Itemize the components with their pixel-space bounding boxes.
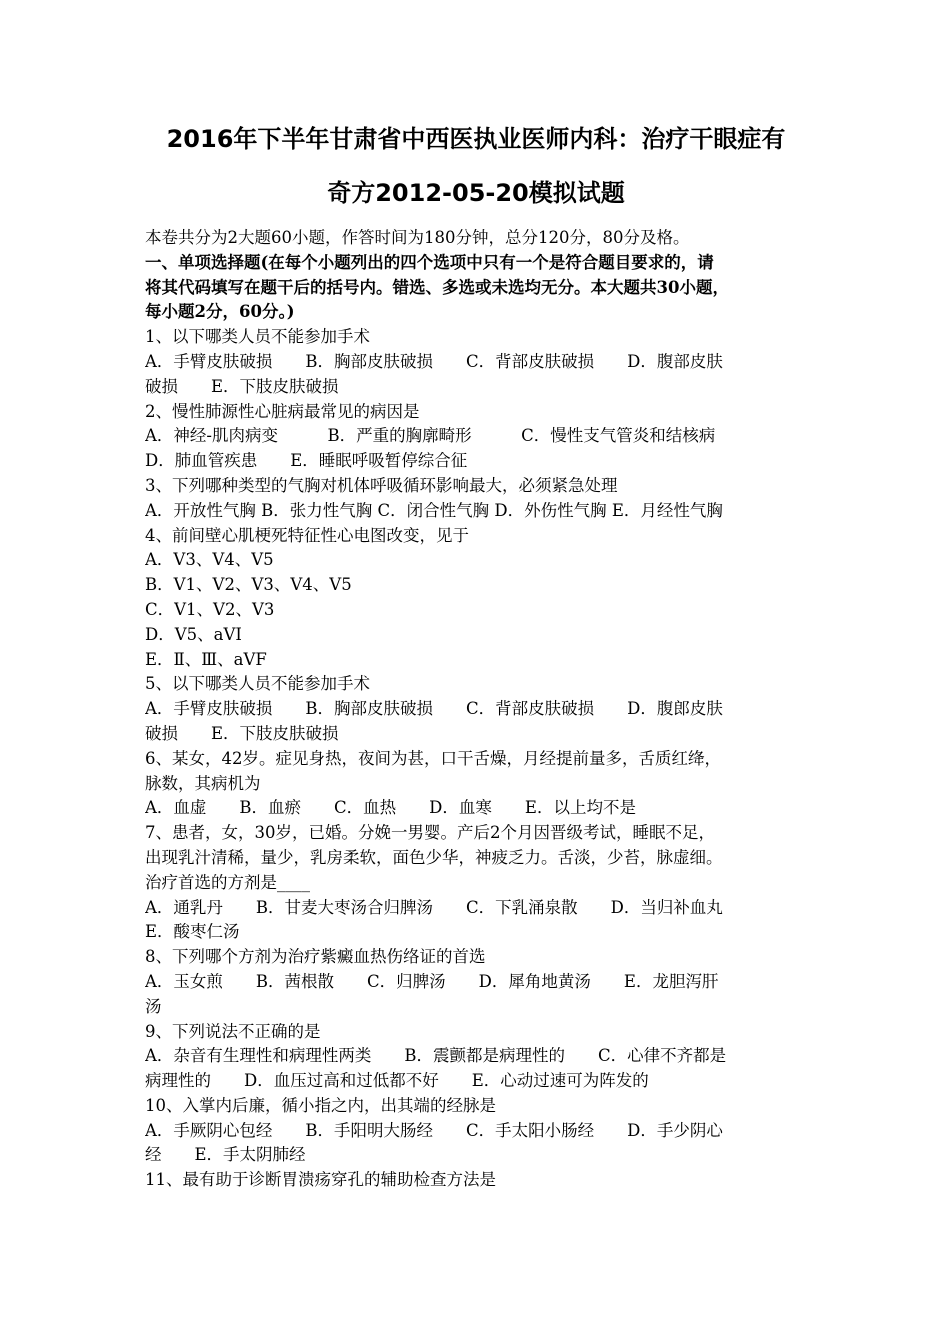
question-line: E．Ⅱ、Ⅲ、aVF	[145, 649, 267, 669]
title-line-2: 奇方2012-05-20模拟试题	[327, 179, 625, 207]
question-line: 4、前间壁心肌梗死特征性心电图改变，见于	[145, 525, 469, 545]
question-line: 破损 E．下肢皮肤破损	[145, 376, 339, 396]
section-heading-line: 每小题2分，60分。)	[145, 302, 295, 322]
question-line: 1、以下哪类人员不能参加手术	[145, 327, 370, 347]
question-line: 8、下列哪个方剂为治疗紫癜血热伤络证的首选	[145, 947, 486, 967]
question-line: 6、某女，42岁。症见身热，夜间为甚，口干舌燥，月经提前量多，舌质红绛，	[145, 748, 721, 768]
question-line: 经 E．手太阴肺经	[145, 1145, 306, 1165]
question-line: A．杂音有生理性和病理性两类 B．震颤都是病理性的 C．心律不齐都是	[145, 1046, 727, 1066]
question-line: 汤	[145, 996, 162, 1016]
question-line: 5、以下哪类人员不能参加手术	[145, 674, 370, 694]
question-line: A．V3、V4、V5	[145, 550, 274, 570]
question-line: A．开放性气胸 B．张力性气胸 C．闭合性气胸 D．外伤性气胸 E．月经性气胸	[145, 500, 723, 520]
question-line: 病理性的 D．血压过高和过低都不好 E．心动过速可为阵发的	[145, 1071, 649, 1091]
question-line: 7、患者，女，30岁，已婚。分娩一男婴。产后2个月因晋级考试，睡眠不足，	[145, 823, 715, 843]
question-line: 11、最有助于诊断胃溃疡穿孔的辅助检查方法是	[145, 1170, 496, 1190]
question-line: 9、下列说法不正确的是	[145, 1021, 321, 1041]
document-title	[145, 112, 807, 220]
question-line: A．手臂皮肤破损 B．胸部皮肤破损 C．背部皮肤破损 D．腹部皮肤	[145, 351, 723, 371]
question-line: A．通乳丹 B．甘麦大枣汤合归脾汤 C．下乳涌泉散 D．当归补血丸	[145, 897, 723, 917]
section-heading-line: 将其代码填写在题干后的括号内。错选、多选或未选均无分。本大题共30小题，	[145, 277, 729, 297]
document-body	[145, 226, 807, 1193]
question-line: 脉数，其病机为	[145, 773, 261, 793]
question-line: D．V5、aVI	[145, 624, 242, 644]
question-line: B．V1、V2、V3、V4、V5	[145, 575, 352, 595]
question-line: 2、慢性肺源性心脏病最常见的病因是	[145, 401, 420, 421]
question-line: 破损 E．下肢皮肤破损	[145, 723, 339, 743]
question-line: E．酸枣仁汤	[145, 922, 240, 942]
question-line: A．血虚 B．血瘀 C．血热 D．血寒 E．以上均不是	[145, 798, 636, 818]
title-line-1: 2016年下半年甘肃省中西医执业医师内科：治疗干眼症有	[166, 125, 786, 153]
question-line: A．手厥阴心包经 B．手阳明大肠经 C．手太阳小肠经 D．手少阴心	[145, 1120, 723, 1140]
question-line: 出现乳汁清稀，量少，乳房柔软，面色少华，神疲乏力。舌淡，少苔，脉虚细。	[145, 847, 723, 867]
question-line: C．V1、V2、V3	[145, 599, 275, 619]
question-line: 10、入掌内后廉，循小指之内，出其端的经脉是	[145, 1095, 496, 1115]
question-line: A．玉女煎 B．茜根散 C．归脾汤 D．犀角地黄汤 E．龙胆泻肝	[145, 971, 719, 991]
question-line: 治疗首选的方剂是____	[145, 872, 310, 892]
question-line: D．肺血管疾患 E．睡眠呼吸暂停综合征	[145, 451, 468, 471]
question-line: A．神经-肌肉病变 B．严重的胸廓畸形 C．慢性支气管炎和结核病	[145, 426, 716, 446]
question-line: A．手臂皮肤破损 B．胸部皮肤破损 C．背部皮肤破损 D．腹郎皮肤	[145, 699, 723, 719]
exam-intro: 本卷共分为2大题60小题，作答时间为180分钟，总分120分，80分及格。	[145, 228, 690, 247]
section-heading-line: 一、单项选择题(在每个小题列出的四个选项中只有一个是符合题目要求的，请	[145, 252, 714, 272]
question-line: 3、下列哪种类型的气胸对机体呼吸循环影响最大，必须紧急处理	[145, 475, 618, 495]
